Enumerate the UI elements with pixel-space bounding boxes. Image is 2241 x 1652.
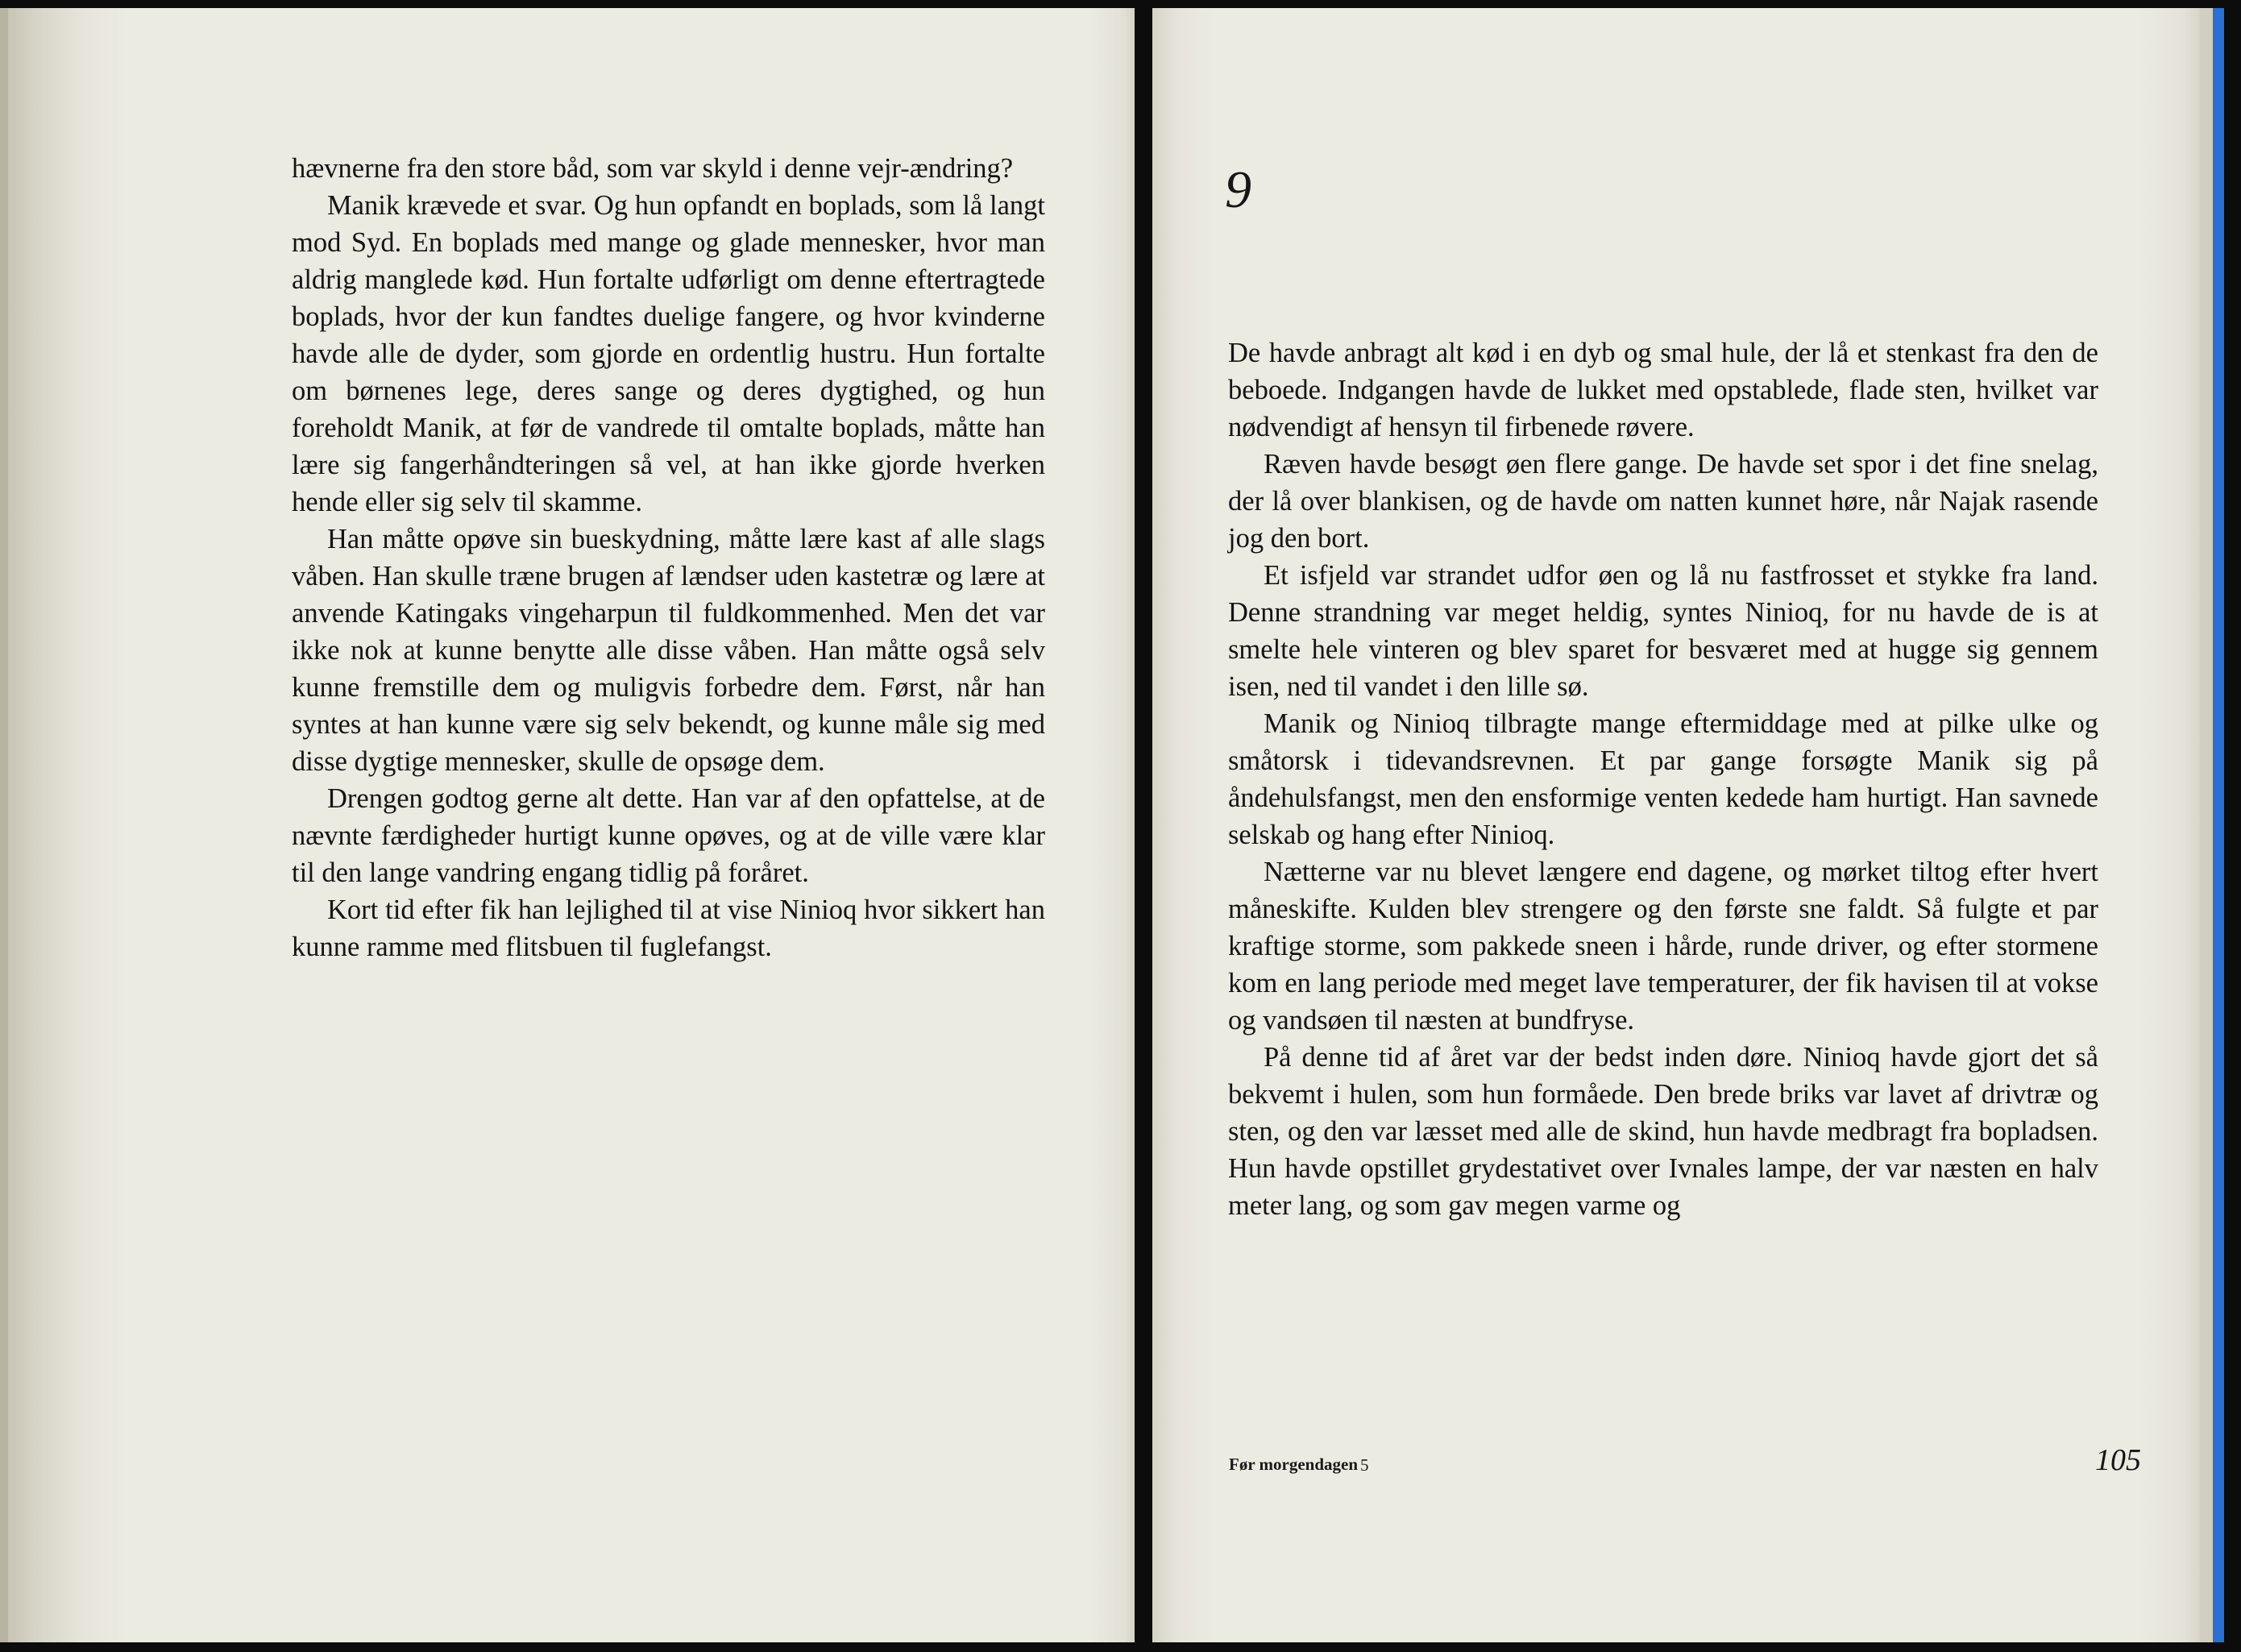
right-page	[1152, 8, 2200, 1642]
paragraph: Han måtte opøve sin bueskydning, måtte lære kast af alle slags våben. Han skulle træne brugen af lændser uden kastetræ og lære at anvende Katingaks vingeharpun til fuldkommenhed. Men det var ikke nok at kunne benytte alle disse våben. Han måtte også selv kunne fremstille dem og muligvis forbedre dem. Først, når han syntes at han kunne være sig selv bekendt, og kunne måle sig med disse dygtige mennesker, skulle de opsøge dem.	[292, 524, 1045, 777]
paragraph: Ræven havde besøgt øen flere gange. De havde set spor i det fine snelag, der lå over blankisen, og de havde om natten kunnet høre, når Najak rasende jog den bort.	[1228, 449, 2098, 554]
paragraph: Kort tid efter fik han lejlighed til at vise Ninioq hvor sikkert han kunne ramme med flitsbuen til fuglefangst.	[292, 894, 1045, 962]
left-page-body	[292, 150, 1045, 965]
blue-background-strip	[2213, 8, 2224, 1642]
paragraph: De havde anbragt alt kød i en dyb og smal hule, der lå et stenkast fra den de beboede. Indgangen havde de lukket med opstablede, flade sten, hvilket var nødvendigt af hensyn til firbenede røvere.	[1228, 338, 2098, 442]
paragraph: På denne tid af året var der bedst inden døre. Ninioq havde gjort det så bekvemt i hulen, som hun formåede. Den brede briks var lavet af drivtræ og sten, og den var læsset med alle de skind, hun havde medbragt fra bopladsen. Hun havde opstillet grydestativet over Ivnales lampe, der var næsten en halv meter lang, og som gav megen varme og	[1228, 1042, 2098, 1221]
paragraph: Et isfjeld var strandet udfor øen og lå nu fastfrosset et stykke fra land. Denne strandning var meget heldig, syntes Ninioq, for nu havde de is at smelte hele vinteren og blev sparet for besværet med at hugge sig gennem isen, ned til vandet i den lille sø.	[1228, 560, 2098, 702]
paragraph: Manik krævede et svar. Og hun opfandt en boplads, som lå langt mod Syd. En boplads med mange og glade mennesker, hvor man aldrig manglede kød. Hun fortalte udførligt om denne eftertragtede boplads, hvor der kun fandtes duelige fangere, og hvor kvinderne havde alle de dyder, som gjorde en ordentlig hustru. Hun fortalte om børnenes lege, deres sange og deres dygtighed, og hun foreholdt Manik, at før de vandrede til omtalte boplads, måtte han lære sig fangerhåndteringen så vel, at han ikke gjorde hverken hende eller sig selv til skamme.	[292, 190, 1045, 517]
footer-book-title: Før morgendagen	[1229, 1455, 1359, 1474]
paragraph: Manik og Ninioq tilbragte mange eftermiddage med at pilke ulke og småtorsk i tidevandsrevnen. Et par gange forsøgte Manik sig på åndehulsfangst, men den ensformige venten kedede ham hurtigt. Han savnede selskab og hang efter Ninioq.	[1228, 708, 2098, 850]
page-number: 105	[2095, 1443, 2141, 1477]
left-page	[8, 8, 1135, 1642]
chapter-number: 9	[1225, 160, 1251, 219]
paragraph: Drengen godtog gerne alt dette. Han var af den opfattelse, at de nævnte færdigheder hurtigt kunne opøves, og at de ville være klar til den lange vandring engang tidlig på foråret.	[292, 783, 1045, 888]
right-page-edge	[2200, 8, 2213, 1642]
paragraph: Nætterne var nu blevet længere end dagene, og mørket tiltog efter hvert måneskifte. Kulden blev strengere og den første sne faldt. Så fulgte et par kraftige storme, som pakkede sneen i hårde, runde driver, og efter stormene kom en lang periode med meget lave temperaturer, der fik havisen til at vokse og vandsøen til næsten at bundfryse.	[1228, 857, 2098, 1036]
right-page-body	[1228, 334, 2098, 1224]
footer-signature-mark: 5	[1360, 1455, 1369, 1475]
paragraph: hævnerne fra den store båd, som var skyld i denne vejr-ændring?	[292, 153, 1014, 184]
